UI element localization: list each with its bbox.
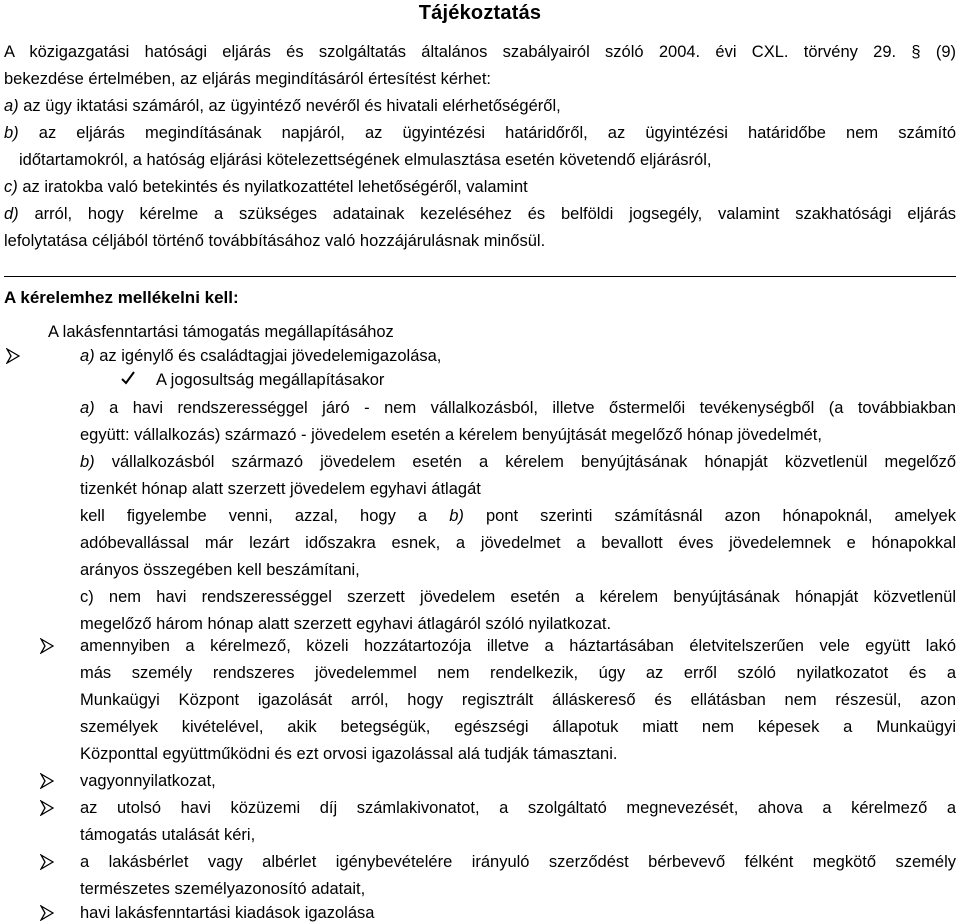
item-text: az igénylő és családtagjai jövedelemigazolása, bbox=[94, 347, 442, 365]
item-text: az eljárás megindításának napjáról, az ügyintézési határidőről, az ügyintézési határidőbe nem számító bbox=[18, 124, 956, 142]
arrow-bullet-icon bbox=[40, 854, 54, 870]
bullet-5: havi lakásfenntartási kiadások igazolása bbox=[80, 904, 375, 922]
bullet-3-line-2: támogatás utalását kéri, bbox=[80, 826, 256, 844]
eligibility-a bbox=[80, 397, 956, 419]
note-text: kell figyelembe venni, azzal, hogy a bbox=[80, 507, 450, 525]
bullet-1-line-3: Munkaügyi Központ igazolását arról, hogy regisztrált álláskereső és ellátásban nem részesül, azon bbox=[80, 691, 956, 709]
intro-line-1: A közigazgatási hatósági eljárás és szolgáltatás általános szabályairól szóló 2004. évi CXL. törvény 29. § (9) bbox=[4, 43, 956, 61]
item-label: c) bbox=[4, 178, 18, 196]
arrow-bullet-icon bbox=[40, 905, 54, 921]
eligibility-note-2: adóbevallással már lezárt időszakra esnek, a jövedelmet a bevallott éves jövedelemnek e hónapokkal bbox=[80, 534, 956, 552]
intro-item-a bbox=[4, 95, 561, 117]
intro-item-c bbox=[4, 176, 528, 198]
page-title: Tájékoztatás bbox=[418, 2, 542, 24]
checkmark-icon bbox=[120, 370, 136, 386]
arrow-bullet-icon bbox=[40, 773, 54, 789]
intro-item-d bbox=[4, 203, 956, 225]
eligibility-a-cont: együtt: vállalkozás) származó - jövedelem esetén a kérelem benyújtását megelőző hónap jövedelmét, bbox=[80, 426, 822, 444]
item-label: d) bbox=[4, 205, 19, 223]
intro-item-d-cont: lefolytatása céljából történő továbbításához való hozzájárulásnak minősül. bbox=[4, 232, 546, 250]
attachment-item-a bbox=[80, 345, 441, 367]
bullet-2: vagyonnyilatkozat, bbox=[80, 772, 216, 790]
intro-line-2: bekezdése értelmében, az eljárás megindításáról értesítést kérhet: bbox=[4, 70, 492, 88]
item-label: a) bbox=[4, 97, 19, 115]
bullet-4-line-2: természetes személyazonosító adatait, bbox=[80, 880, 366, 898]
arrow-bullet-icon bbox=[40, 638, 54, 654]
item-text: vállalkozásból származó jövedelem esetén a kérelem benyújtásának hónapját közvetlenül megelőző bbox=[94, 453, 956, 471]
eligibility-c-cont: megelőző három hónap alatt szerzett egyhavi átlagáról szóló nyilatkozat. bbox=[80, 615, 612, 633]
intro-item-b bbox=[4, 122, 956, 144]
item-label: b) bbox=[80, 453, 95, 471]
item-text: az ügy iktatási számáról, az ügyintéző nevéről és hivatali elérhetőségéről, bbox=[18, 97, 561, 115]
note-text: pont szerinti számításnál azon hónapoknál, amelyek bbox=[463, 507, 956, 525]
arrow-bullet-icon bbox=[40, 800, 54, 816]
attachments-subheading: A lakásfenntartási támogatás megállapításához bbox=[48, 323, 394, 341]
bullet-1-line-4: személyek kivételével, akik betegségük, egészségi állapotuk miatt nem képesek a Munkaügyi bbox=[80, 718, 956, 736]
bullet-1-line-2: más személy rendszeres jövedelemmel nem rendelkezik, úgy az erről szóló nyilatkozatot és a bbox=[80, 664, 956, 682]
item-text: arról, hogy kérelme a szükséges adatainak kezeléséhez és belföldi jogsegély, valamint szakhatósági eljárás bbox=[18, 205, 956, 223]
bullet-4-line-1: a lakásbérlet vagy albérlet igénybevételére irányuló szerződést bérbevevő félként megkötő személy bbox=[80, 853, 956, 871]
item-label: a) bbox=[80, 399, 95, 417]
eligibility-b bbox=[80, 451, 956, 473]
note-ref: b) bbox=[449, 507, 464, 525]
item-text: a havi rendszerességgel járó - nem vállalkozásból, illetve őstermelői tevékenységből (a továbbiakban bbox=[94, 399, 956, 417]
eligibility-c: c) nem havi rendszerességgel szerzett jövedelem esetén a kérelem benyújtásának hónapját közvetlenül bbox=[80, 588, 956, 606]
bullet-3-line-1: az utolsó havi közüzemi díj számlakivonatot, a szolgáltató megnevezését, ahova a kérelmező a bbox=[80, 799, 956, 817]
item-label: b) bbox=[4, 124, 19, 142]
intro-item-b-cont: időtartamokról, a hatóság eljárási kötelezettségének elmulasztása esetén követendő eljárásról, bbox=[19, 151, 712, 169]
eligibility-b-cont: tizenkét hónap alatt szerzett jövedelem egyhavi átlagát bbox=[80, 480, 481, 498]
attachments-heading: A kérelemhez mellékelni kell: bbox=[4, 288, 239, 307]
horizontal-rule bbox=[4, 276, 956, 277]
item-label: a) bbox=[80, 347, 95, 365]
eligibility-note-3: arányos összegében kell beszámítani, bbox=[80, 561, 360, 579]
item-text: az iratokba való betekintés és nyilatkozattétel lehetőségéről, valamint bbox=[17, 178, 528, 196]
bullet-1-line-5: Központtal együttműködni és ezt orvosi igazolással alá tudják támasztani. bbox=[80, 745, 618, 763]
arrow-bullet-icon bbox=[6, 348, 20, 364]
bullet-1-line-1: amennyiben a kérelmező, közeli hozzátartozója illetve a háztartásában életvitelszerűen vele együtt lakó bbox=[80, 637, 956, 655]
eligibility-note-1 bbox=[80, 505, 956, 527]
check-item-text: A jogosultság megállapításakor bbox=[156, 371, 385, 389]
